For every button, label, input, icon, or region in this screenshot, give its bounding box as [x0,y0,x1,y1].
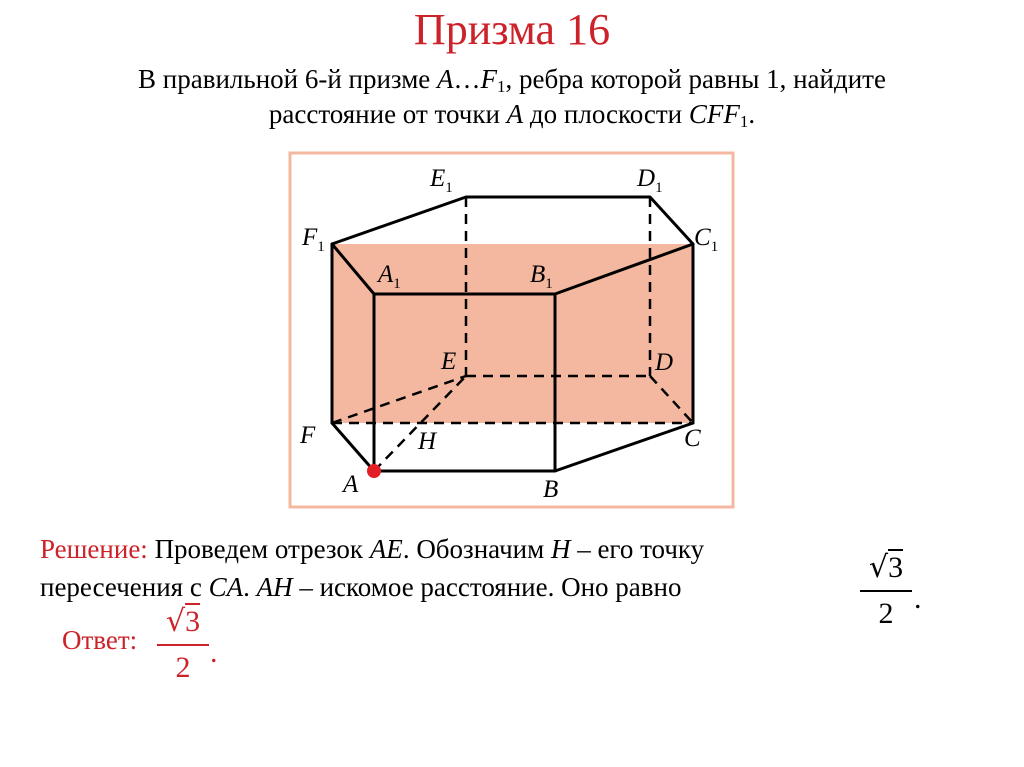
answer-end-dot: . [210,636,218,669]
label-a: A [343,471,359,498]
label-a1: $A_1$ [378,261,401,292]
label-b1: $B_1$ [530,261,553,292]
solution-fraction: √3 2 [858,548,914,634]
label-d1: $D_1$ [637,165,663,196]
label-e: E [441,348,457,375]
point-a-marker [367,464,381,478]
answer-label: Ответ: [62,625,138,655]
solution-label: Решение: [40,534,148,564]
label-d: D [655,349,674,376]
label-e1: $E_1$ [430,165,453,196]
label-b: B [543,476,559,503]
answer-fraction: √3 2 [155,602,211,688]
bottom-front-edges [332,423,693,471]
slide-title: Призма 16 [413,5,611,54]
label-f: F [300,422,316,449]
solution-end-dot: . [914,582,922,615]
sqrt-symbol: √ [165,604,186,639]
label-c: C [684,425,701,452]
sqrt-symbol: √ [868,550,889,585]
label-f1: $F_1$ [302,224,325,255]
label-c1: $C_1$ [694,224,719,255]
label-h: H [418,428,437,455]
problem-statement: В правильной 6-й призме $A\dots F_1$, ребра которой равны 1, найдите расстояние от точки A до плоскости $CFF_1$. [138,64,886,131]
solution-text: Решение: Проведем отрезок AE. Обозначим H – его точку пересечения с CA. AH – искомое расстояние. Оно равно [40,534,705,602]
